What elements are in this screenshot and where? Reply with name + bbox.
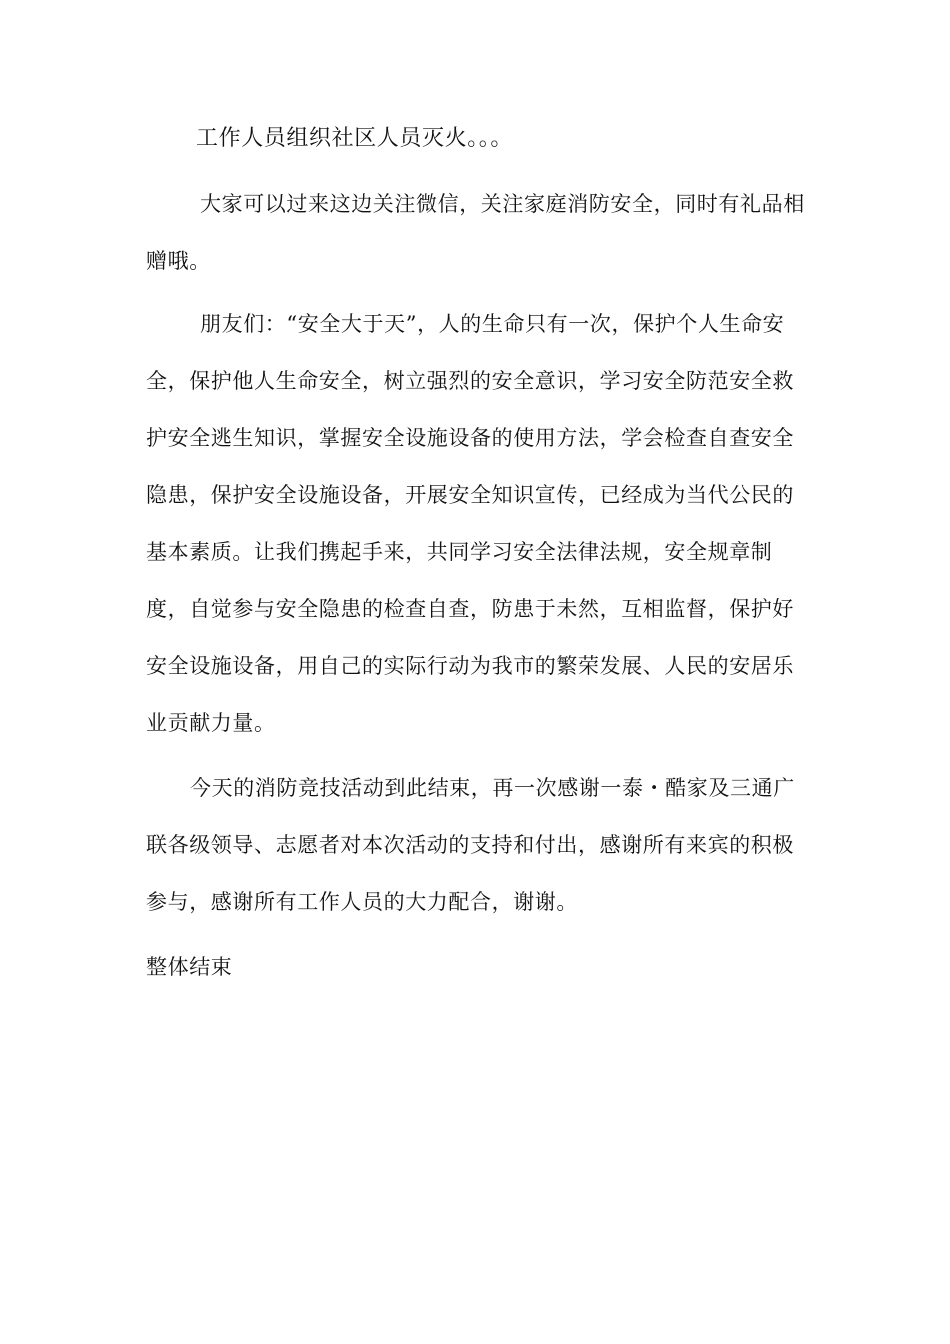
paragraph-end: 整体结束 bbox=[146, 955, 233, 979]
paragraph-closing-thanks: 今天的消防竞技活动到此结束，再一次感谢一泰・酷家及三通广联各级领导、志愿者对本次活动的支持和付出，感谢所有来宾的积极参与，感谢所有工作人员的大力配合，谢谢。 bbox=[146, 776, 795, 914]
paragraph-safety-appeal: 朋友们：“安全大于天”，人的生命只有一次，保护个人生命安全，保护他人生命安全，树立强烈的安全意识，学习安全防范安全救护安全逃生知识，掌握安全设施设备的使用方法，学会检查自查安全隐患，保护安全设施设备，开展安全知识宣传，已经成为当代公民的基本素质。让我们携起手来，共同学习安全法律法规，安全规章制度，自觉参与安全隐患的检查自查，防患于未然，互相监督，保护好安全设施设备，用自己的实际行动为我市的繁荣发展、人民的安居乐业贡献力量。 bbox=[146, 312, 794, 735]
paragraph-community-firefighting: 工作人员组织社区人员灭火。。。 bbox=[196, 126, 514, 151]
paragraph-wechat-follow: 大家可以过来这边关注微信，关注家庭消防安全，同时有礼品相赠哦。 bbox=[146, 192, 805, 273]
